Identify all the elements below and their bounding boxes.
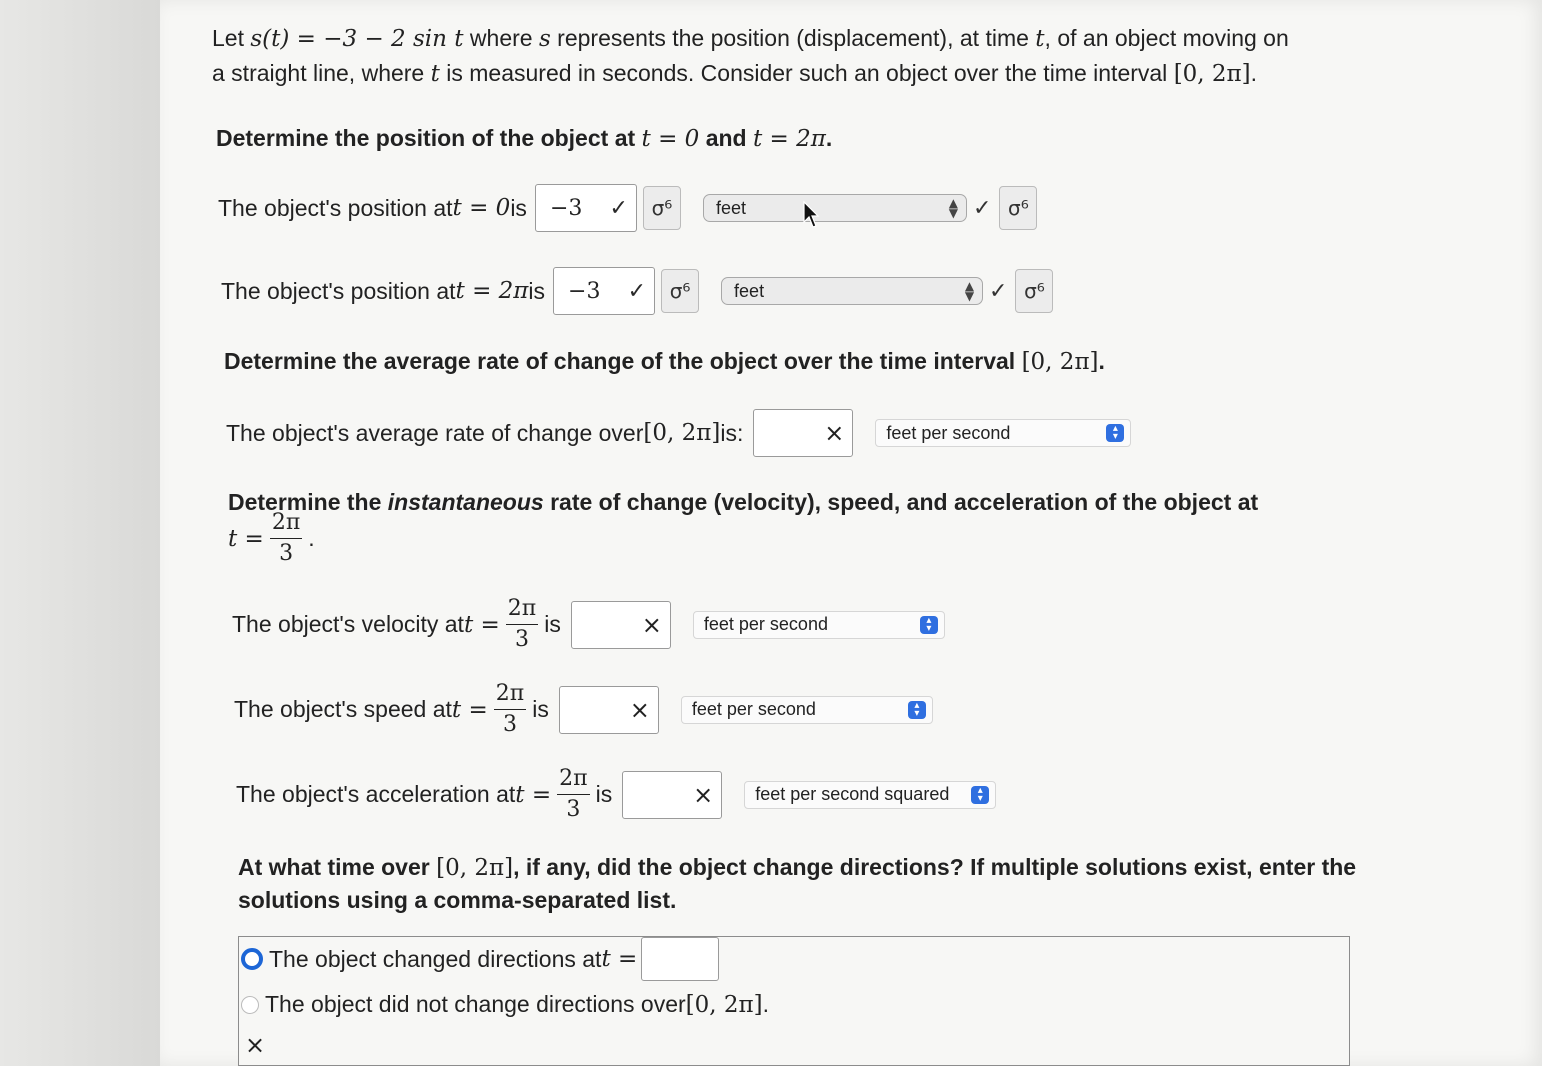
left-margin <box>0 0 160 1066</box>
option-changed-directions[interactable]: The object changed directions at t = <box>241 937 719 981</box>
incorrect-x-icon: × <box>641 610 662 639</box>
correct-check-icon: ✓ <box>989 278 1008 304</box>
intro-text: where <box>463 25 539 51</box>
direction-time-input[interactable] <box>641 937 719 981</box>
fraction: $\frac{2\pi}{3}$ <box>271 510 301 566</box>
intro-text: represents the position (displacement), at time <box>550 25 1036 51</box>
incorrect-x-icon: × <box>245 1031 266 1059</box>
incorrect-x-icon: × <box>824 419 845 447</box>
intro-text: Let <box>212 25 251 51</box>
symbol-keypad-button[interactable]: σ⁶ <box>661 269 699 313</box>
velocity-row: The object's velocity at t = $\frac{2\pi}{3}$ is × feet per second ▴ ▾ <box>232 596 945 653</box>
chevron-updown-icon: ▴ ▾ <box>920 616 938 634</box>
q4-heading: At what time over [0, 2π], if any, did the object change directions? If multiple solutions exist, enter the solutions using a comma-separated list. <box>238 854 1357 913</box>
speed-unit-select[interactable]: feet per second ▴ ▾ <box>681 696 933 724</box>
radio-selected[interactable] <box>241 948 263 970</box>
position-t2pi-unit-select[interactable]: feet ▲ ▼ <box>721 277 983 305</box>
avg-rate-unit-select[interactable]: feet per second ▴ ▾ <box>875 419 1131 447</box>
q3-heading: Determine the instantaneous rate of change (velocity), speed, and acceleration of the object at <box>228 489 1259 515</box>
updown-icon: ▲ ▼ <box>948 196 958 220</box>
chevron-updown-icon: ▴ ▾ <box>1106 424 1124 442</box>
position-function: s(t) = −3 − 2 sin t <box>250 26 464 52</box>
position-t0-unit-select[interactable]: feet ▲ ▼ <box>703 194 967 222</box>
avg-rate-input[interactable] <box>753 409 853 457</box>
velocity-unit-select[interactable]: feet per second ▴ ▾ <box>693 611 945 639</box>
incorrect-x-icon: × <box>693 780 714 809</box>
direction-options-box <box>238 936 1350 1066</box>
position-t2pi-row: The object's position at t = 2π is −3 ✓ σ⁶ feet ▲ ▼ ✓ σ⁶ <box>221 267 1053 315</box>
intro-text: . <box>1250 60 1258 86</box>
correct-check-icon: ✓ <box>627 278 647 304</box>
acceleration-input[interactable] <box>622 771 722 819</box>
problem-statement <box>212 22 1412 90</box>
avg-rate-row: The object's average rate of change over [0, 2π] is: × feet per second ▴ ▾ <box>226 409 1131 457</box>
chevron-updown-icon: ▴ ▾ <box>971 786 989 804</box>
intro-text: is measured in seconds. Consider such an object over the time interval <box>439 60 1174 86</box>
interval: [0, 2π] <box>1173 61 1251 87</box>
intro-text: a straight line, where <box>212 60 431 86</box>
intro-text: , of an object moving on <box>1044 25 1289 51</box>
speed-input[interactable] <box>559 686 659 734</box>
option-no-change[interactable]: The object did not change directions over [0, 2π] . <box>241 991 769 1018</box>
symbol-keypad-button[interactable]: σ⁶ <box>643 186 681 230</box>
acceleration-unit-select[interactable]: feet per second squared ▴ ▾ <box>744 781 996 809</box>
symbol-keypad-button[interactable]: σ⁶ <box>999 186 1037 230</box>
q2-heading: Determine the average rate of change of the object over the time interval [0, 2π]. <box>224 348 1105 375</box>
chevron-updown-icon: ▴ ▾ <box>908 701 926 719</box>
q3-time: t = $\frac{2\pi}{3}$ . <box>228 510 315 566</box>
speed-row: The object's speed at t = $\frac{2\pi}{3}$ is × feet per second ▴ ▾ <box>234 681 933 738</box>
option-feedback <box>245 1031 265 1059</box>
correct-check-icon: ✓ <box>972 195 992 221</box>
position-t0-row: The object's position at t = 0 is −3 ✓ σ⁶ feet ▲ ▼ ✓ σ⁶ <box>218 184 1037 232</box>
acceleration-row: The object's acceleration at t = $\frac{2\pi}{3}$ is × feet per second squared ▴ ▾ <box>236 766 996 823</box>
q1-heading: Determine the position of the object at t = 0 and t = 2π. <box>216 125 833 152</box>
correct-check-icon: ✓ <box>609 195 628 221</box>
velocity-input[interactable] <box>571 601 671 649</box>
updown-icon: ▲ ▼ <box>964 279 975 303</box>
var-s: s <box>538 26 551 52</box>
radio-unselected[interactable] <box>241 996 259 1014</box>
position-t0-input[interactable]: −3 ✓ <box>535 184 637 232</box>
incorrect-x-icon: × <box>629 695 650 724</box>
var-t: t <box>430 61 440 87</box>
symbol-keypad-button[interactable]: σ⁶ <box>1015 269 1053 313</box>
position-t2pi-input[interactable]: −3 ✓ <box>553 267 655 315</box>
mouse-cursor-icon <box>802 200 820 230</box>
var-t: t <box>1035 26 1045 52</box>
